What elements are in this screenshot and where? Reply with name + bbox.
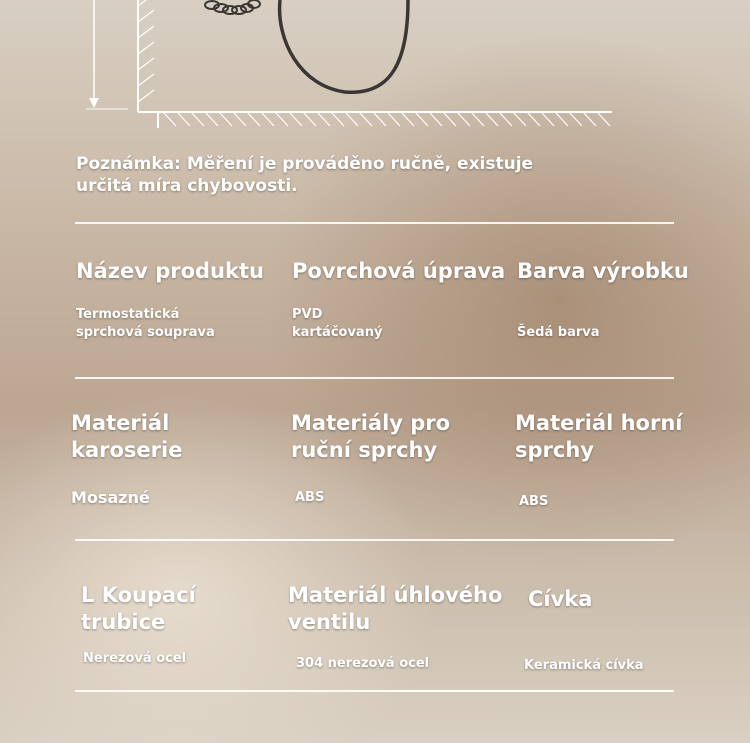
spec-label-line: trubice [81,610,166,634]
spec-value [292,306,505,342]
spec-value: 304 nerezová ocel [296,656,430,671]
spec-material-uhloveho-ventilu [288,582,502,673]
spec-label-line: Materiály pro [291,411,451,435]
spec-label-line: karoserie [71,438,183,462]
spec-label-line: sprchy [515,438,594,462]
spec-material-karoserie [71,410,182,507]
note-line-2: určitá míra chybovosti. [76,176,298,196]
spec-label-line: ruční sprchy [291,438,438,462]
divider [75,539,674,541]
measurement-note [76,153,576,197]
hose-spring [205,0,260,14]
floor-hatch [164,113,610,126]
spec-nazev-produktu [76,258,264,342]
spec-value-line: PVD [292,307,323,322]
spec-label-line: Materiál [71,411,170,435]
divider [75,222,674,224]
spec-barva-vyrobku [517,258,689,342]
divider [75,377,674,379]
spec-label-line: Materiál horní [515,411,683,435]
spec-povrchova-uprava [292,258,505,342]
spec-value: Nerezová ocel [83,651,187,666]
spec-label: Barva výrobku [517,259,689,283]
spec-label: Cívka [528,587,593,611]
spec-materialy-rucni-sprchy [291,410,450,507]
note-line-1: Poznámka: Měření je prováděno ručně, existuje [76,154,534,174]
divider [75,690,674,692]
dimension-diagram [0,0,750,140]
spec-koupaci-trubice [81,582,196,668]
spec-label-line: Materiál úhlového [288,583,503,607]
spec-value-line: Termostatická [76,307,180,322]
spec-civka [524,586,644,675]
spec-value-line: sprchová souprava [76,325,215,340]
spec-value: Keramická cívka [524,658,644,673]
spec-value-line: kartáčovaný [292,325,383,340]
wall-hatch [138,0,154,102]
spec-value: Šedá barva [517,325,600,340]
spec-value: ABS [295,490,325,505]
spec-value [76,306,264,342]
spec-label-line: ventilu [288,610,371,634]
spec-value: ABS [519,494,549,509]
spec-label-line: L Koupací [81,583,196,607]
spec-label: Povrchová úprava [292,259,506,283]
shower-hose [280,0,408,92]
spec-label: Název produktu [76,259,264,283]
spec-value: Mosazné [71,488,150,507]
dimension-arrow-icon [89,98,99,108]
spec-material-horni-sprchy [515,410,682,511]
